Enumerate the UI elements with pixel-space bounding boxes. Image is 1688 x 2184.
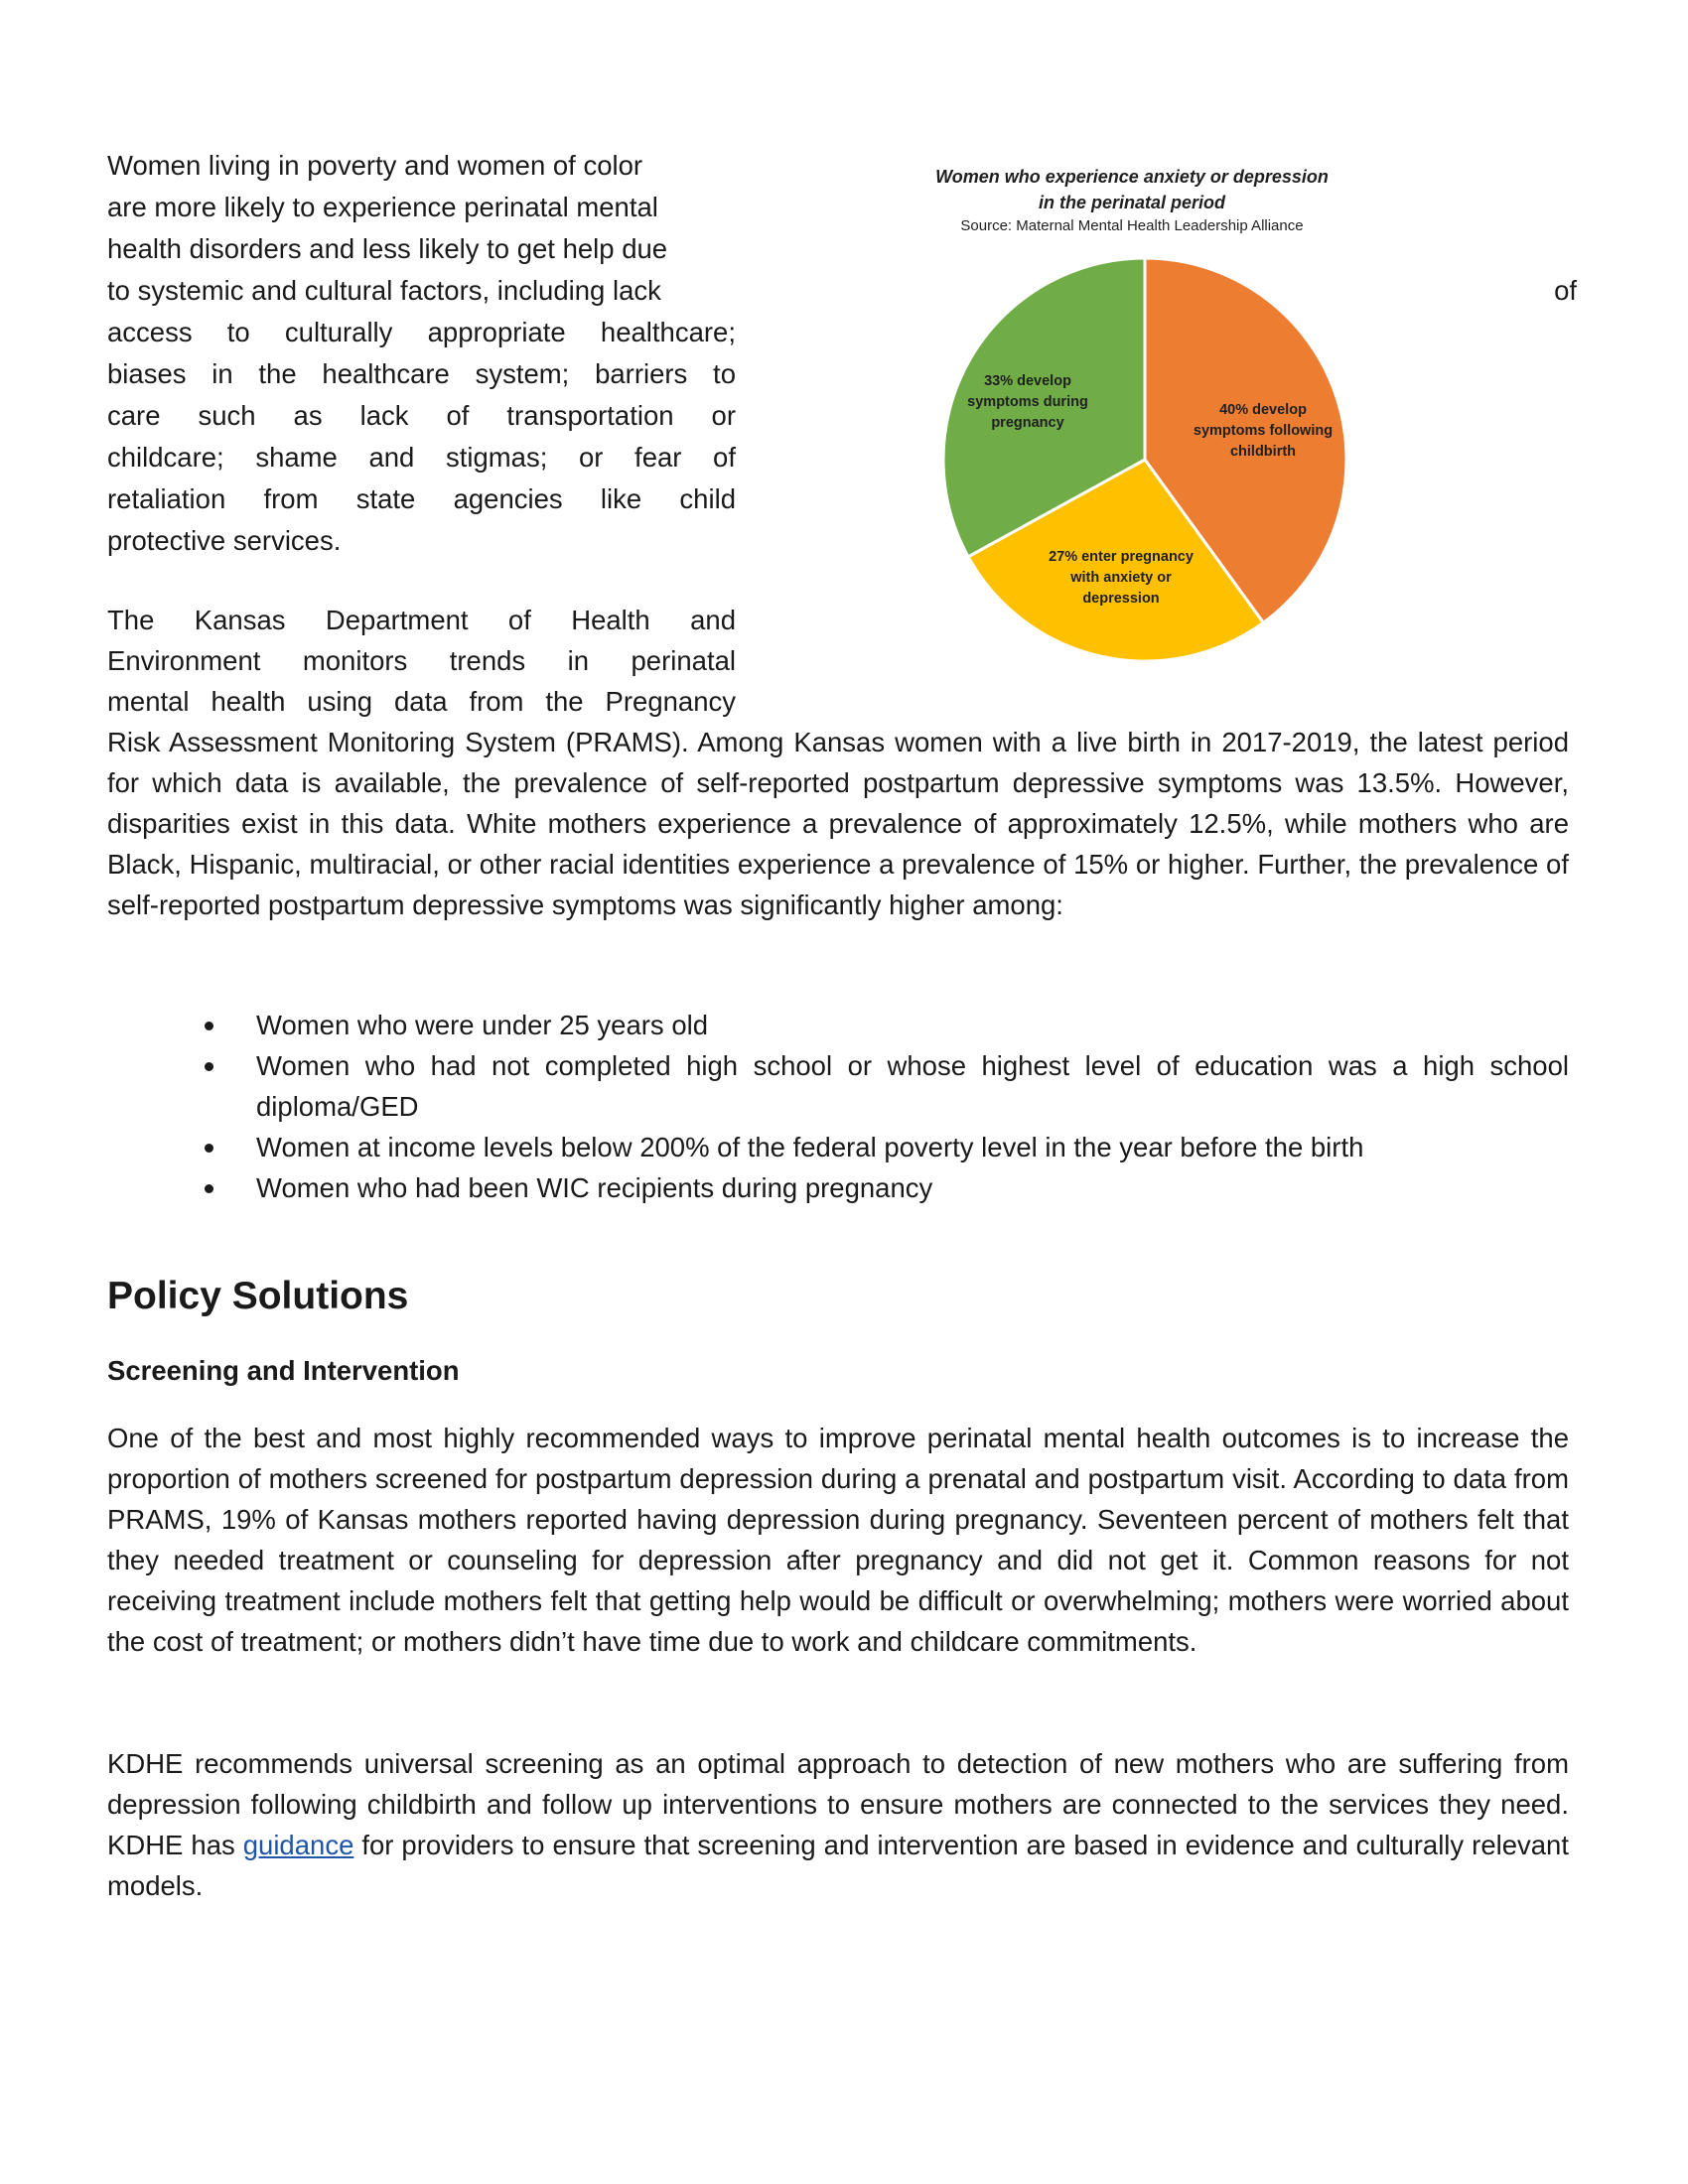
intro-line: Women living in poverty and women of color [107,150,643,181]
bullet-icon [205,1062,213,1071]
bullet-icon [205,1184,213,1193]
intro-line: biases in the healthcare system; barriers to [107,358,736,389]
slice-label-line: pregnancy [991,415,1064,431]
recommendation-text-after: for providers to ensure that screening and intervention are based in evidence and culturally relevant models. [107,1830,1569,1901]
screening-paragraph: One of the best and most highly recommended ways to improve perinatal mental health outcomes is to increase the proportion of mothers screened for postpartum depression during a prenatal and postpartum visit. According to data from PRAMS, 19% of Kansas mothers reported having depression during pregnancy. Seventeen percent of mothers felt that they needed treatment or counseling for depression after pregnancy and did not get it. Common reasons for not receiving treatment include mothers felt that getting help would be difficult or overwhelming; mothers were worried about the cost of treatment; or mothers didn’t have time due to work and childcare commitments. [107,1423,1569,1657]
intro-line: retaliation from state agencies like child [107,483,736,514]
guidance-link[interactable]: guidance [242,1830,354,1860]
slice-label-line: symptoms following [1193,423,1334,439]
subsection-heading: Screening and Intervention [107,1355,460,1386]
kdhe-paragraph-full: Risk Assessment Monitoring System (PRAMS). Among Kansas women with a live birth in 2017-2019, the latest period for which data is available, the prevalence of self-reported postpartum depressive symptoms was 13.5%. However, disparities exist in this data. White mothers experience a prevalence of approximately 12.5%, while mothers who are Black, Hispanic, multiracial, or other racial identities experience a prevalence of 15% or higher. Further, the prevalence of self-reported postpartum depressive symptoms was significantly higher among: [107,727,1569,920]
recommendation-text-before: KDHE recommends universal screening as an optimal approach to detection of new mothers who are suffering from depression following childbirth and follow up interventions to ensure mothers are connected to the services they need. KDHE has [107,1748,1569,1860]
intro-line: access to culturally appropriate healthcare; [107,317,736,347]
list-item-text: Women who were under 25 years old [256,1010,709,1040]
kdhe-line: Environment monitors trends in perinatal [107,645,736,676]
stray-word: of [1554,275,1577,306]
slice-label-line: childbirth [1229,444,1297,460]
list-item-text: Women at income levels below 200% of the federal poverty level in the year before the birth [256,1132,1364,1162]
list-item [107,1167,1569,1208]
slice-label-line: symptoms during [967,394,1088,410]
list-item [107,1045,1569,1127]
bullet-icon [205,1144,213,1153]
pie-svg [854,149,1410,665]
recommendation-paragraph [107,1743,1569,1906]
list-item [107,1127,1569,1167]
risk-factor-list [107,1005,1569,1208]
slice-label-line: depression [1082,591,1160,607]
intro-line: protective services. [107,525,342,556]
slice-label-line: with anxiety or [1070,570,1172,586]
chart-title-line: in the perinatal period [1038,193,1226,212]
pie-chart [854,149,1410,665]
list-item-text: Women who had been WIC recipients during pregnancy [256,1172,933,1203]
intro-line: to systemic and cultural factors, including lack [107,275,661,306]
intro-line: childcare; shame and stigmas; or fear of [107,442,736,473]
kdhe-paragraph-narrow [107,600,736,722]
slice-label-line: 27% enter pregnancy [1049,549,1194,565]
list-item [107,1005,1569,1045]
bullet-icon [205,1022,213,1030]
slice-label-line: 33% develop [984,373,1071,389]
list-item-text: Women who had not completed high school or whose highest level of education was a high school diploma/GED [256,1050,1569,1122]
chart-source: Source: Maternal Mental Health Leadership Alliance [960,217,1304,234]
section-heading: Policy Solutions [107,1275,409,1317]
intro-paragraph [107,145,736,562]
chart-title-line: Women who experience anxiety or depression [935,167,1329,187]
kdhe-line: The Kansas Department of Health and [107,605,736,635]
intro-line: health disorders and less likely to get help due [107,233,668,264]
intro-line: are more likely to experience perinatal mental [107,192,658,222]
slice-label-line: 40% develop [1219,402,1307,418]
kdhe-line: mental health using data from the Pregnancy [107,686,736,717]
intro-line: care such as lack of transportation or [107,400,736,431]
